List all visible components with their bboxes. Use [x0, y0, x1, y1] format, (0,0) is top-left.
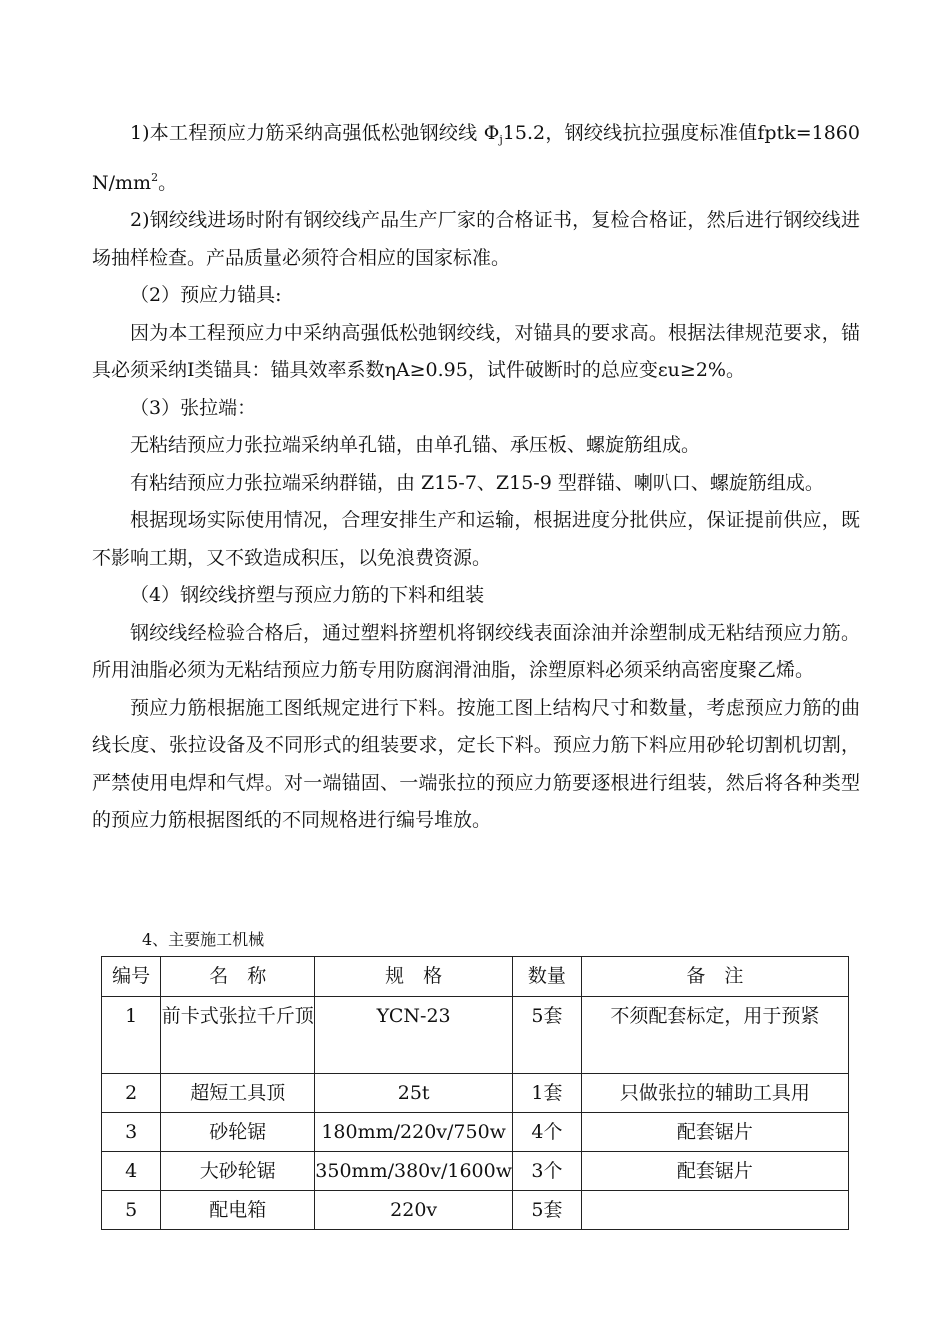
- paragraph-unbonded-end: 无粘结预应力张拉端采纳单孔锚，由单孔锚、承压板、螺旋筋组成。: [130, 434, 701, 456]
- cell-remarks: 配套锯片: [581, 1152, 848, 1191]
- cell-number: 1: [102, 997, 161, 1074]
- table-row: [102, 1074, 849, 1113]
- cell-number: 4: [102, 1152, 161, 1191]
- table-title: 4、主要施工机械: [142, 930, 265, 949]
- header-remarks: 备 注: [581, 957, 848, 997]
- strand-spec-superscript: 2: [151, 170, 159, 184]
- cell-number: 5: [102, 1191, 161, 1230]
- cell-remarks: [581, 1191, 848, 1230]
- heading-extrusion: （4）钢绞线挤塑与预应力筋的下料和组装: [130, 584, 485, 606]
- cell-remarks: 只做张拉的辅助工具用: [581, 1074, 848, 1113]
- document-body: [92, 115, 860, 840]
- cell-spec: 350mm/380v/1600w: [315, 1152, 513, 1191]
- cell-name: 配电箱: [161, 1191, 315, 1230]
- cell-quantity: 4个: [513, 1113, 582, 1152]
- table-row: [102, 1152, 849, 1191]
- cell-number: 2: [102, 1074, 161, 1113]
- strand-spec-text: 1)本工程预应力筋采纳高强低松弛钢绞线 Φ: [130, 122, 500, 144]
- cell-quantity: 5套: [513, 1191, 582, 1230]
- heading-anchorage: （2）预应力锚具:: [130, 284, 282, 306]
- paragraph-extrusion: 钢绞线经检验合格后，通过塑料挤塑机将钢绞线表面涂油并涂塑制成无粘结预应力筋。所用油脂必须为无粘结预应力筋专用防腐润滑油脂，涂塑原料必须采纳高密度聚乙烯。: [92, 621, 860, 681]
- cell-name: 砂轮锯: [161, 1113, 315, 1152]
- table-header-row: [102, 957, 849, 997]
- strand-spec-end: 。: [158, 171, 178, 194]
- heading-tension-end: （3）张拉端：: [130, 396, 257, 419]
- cell-spec: 25t: [315, 1074, 513, 1113]
- cell-number: 3: [102, 1113, 161, 1152]
- header-number: 编号: [102, 957, 161, 997]
- table-row: [102, 997, 849, 1074]
- paragraph-strand-inspection: 2)钢绞线进场时附有钢绞线产品生产厂家的合格证书，复检合格证，然后进行钢绞线进场抽样检查。产品质量必须符合相应的国家标准。: [92, 209, 860, 269]
- cell-name: 超短工具顶: [161, 1074, 315, 1113]
- cell-spec: YCN-23: [315, 997, 513, 1074]
- paragraph-supply: 根据现场实际使用情况，合理安排生产和运输，根据进度分批供应，保证提前供应，既不影响工期，又不致造成积压，以免浪费资源。: [92, 509, 860, 569]
- table-row: [102, 1191, 849, 1230]
- cell-name: 前卡式张拉千斤顶: [161, 997, 315, 1074]
- strand-spec-text-cont: 15.2，钢绞线抗拉强度标准值fptk=1860 N/mm: [92, 122, 860, 194]
- cell-spec: 220v: [315, 1191, 513, 1230]
- table-row: [102, 1113, 849, 1152]
- paragraph-cutting: 预应力筋根据施工图纸规定进行下料。按施工图上结构尺寸和数量，考虑预应力筋的曲线长度、张拉设备及不同形式的组装要求，定长下料。预应力筋下料应用砂轮切割机切割，严禁使用电焊和气焊。对一端锚固、一端张拉的预应力筋要逐根进行组装，然后将各种类型的预应力筋根据图纸的不同规格进行编号堆放。: [92, 696, 860, 831]
- cell-remarks: 不须配套标定，用于预紧: [581, 997, 848, 1074]
- header-quantity: 数量: [513, 957, 582, 997]
- cell-quantity: 3个: [513, 1152, 582, 1191]
- cell-quantity: 5套: [513, 997, 582, 1074]
- strand-spec-subscript: j: [499, 133, 503, 146]
- header-name: 名 称: [161, 957, 315, 997]
- cell-remarks: 配套锯片: [581, 1113, 848, 1152]
- paragraph-bonded-end: 有粘结预应力张拉端采纳群锚，由 Z15-7、Z15-9 型群锚、喇叭口、螺旋筋组成。: [130, 471, 824, 494]
- cell-quantity: 1套: [513, 1074, 582, 1113]
- header-spec: 规 格: [315, 957, 513, 997]
- cell-spec: 180mm/220v/750w: [315, 1113, 513, 1152]
- paragraph-anchorage: 因为本工程预应力中采纳高强低松弛钢绞线，对锚具的要求高。根据法律规范要求，锚具必须采纳Ⅰ类锚具：锚具效率系数ηA≥0.95，试件破断时的总应变εu≥2%。: [92, 321, 860, 381]
- cell-name: 大砂轮锯: [161, 1152, 315, 1191]
- paragraph-strand-spec: [92, 115, 860, 202]
- machinery-table: [101, 956, 849, 1230]
